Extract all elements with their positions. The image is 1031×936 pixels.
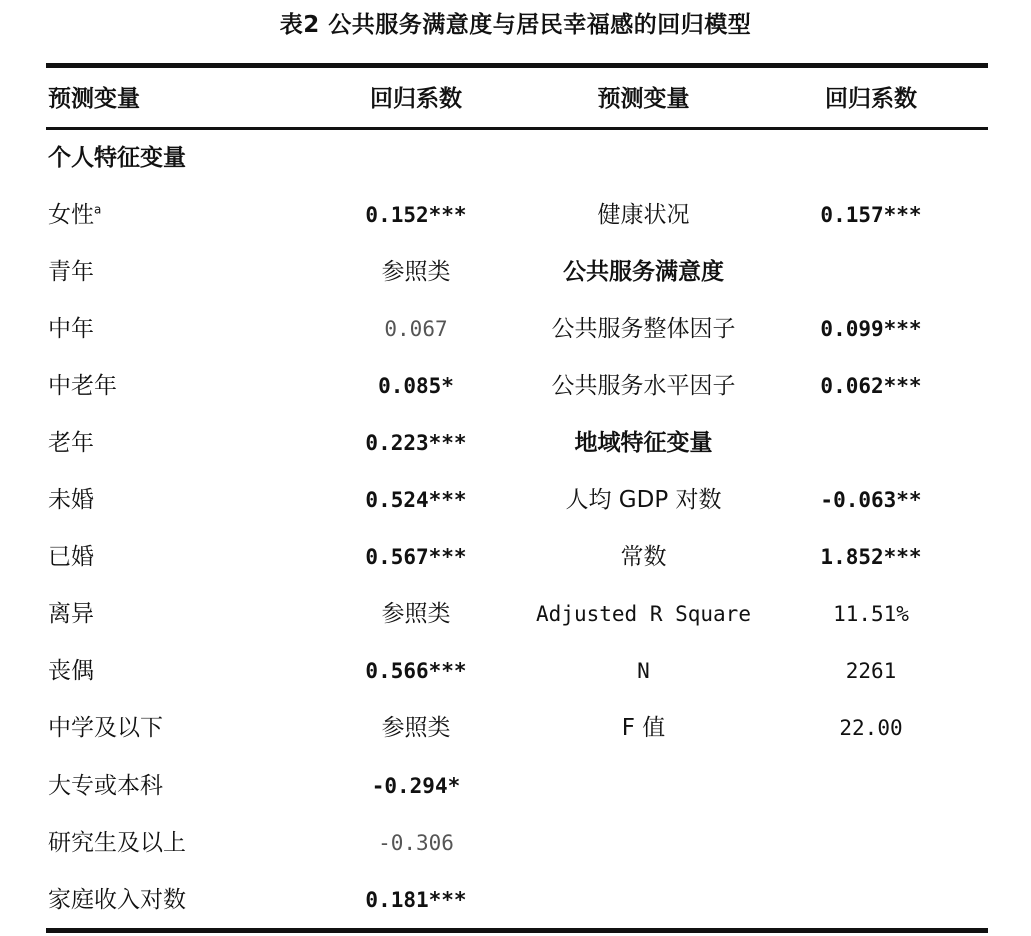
- predictor-left: 丧偶: [48, 658, 94, 684]
- predictor-left: 中年: [48, 316, 94, 342]
- coef-left: 0.566***: [365, 659, 467, 683]
- predictor-left: 青年: [48, 259, 94, 285]
- table-row: [46, 537, 988, 577]
- coef-right: -0.063**: [820, 488, 922, 512]
- table-row: [46, 708, 988, 748]
- table-row: [46, 823, 988, 863]
- predictor-right: 地域特征变量: [574, 430, 713, 456]
- table-row: [46, 309, 988, 349]
- predictor-right: 健康状况: [597, 202, 690, 228]
- predictor-right: 常数: [620, 544, 667, 570]
- predictor-left: 大专或本科: [48, 773, 163, 799]
- predictor-left: 女性$^a$: [48, 202, 102, 228]
- table-row: [46, 195, 988, 235]
- coef-right: 0.099***: [820, 317, 922, 341]
- table-row: [46, 880, 988, 920]
- predictor-left: 老年: [48, 430, 94, 456]
- table-row: [46, 766, 988, 806]
- table-row: [46, 138, 988, 178]
- header-coef-left: 回归系数: [370, 86, 462, 112]
- table-row: [46, 480, 988, 520]
- predictor-right: 公共服务水平因子: [551, 373, 736, 399]
- table-row: [46, 423, 988, 463]
- predictor-left: 已婚: [48, 544, 94, 570]
- top-rule: [46, 63, 988, 68]
- coef-left: 参照类: [381, 601, 451, 627]
- coef-right: 11.51%: [833, 602, 909, 626]
- coef-right: 0.157***: [820, 203, 922, 227]
- header-predictor-left: 预测变量: [48, 86, 140, 112]
- predictor-left: 研究生及以上: [48, 830, 186, 856]
- table-row: [46, 651, 988, 691]
- predictor-left: 中老年: [48, 373, 117, 399]
- coef-right: 2261: [845, 659, 897, 683]
- predictor-left: 家庭收入对数: [48, 887, 186, 913]
- predictor-left: 个人特征变量: [48, 145, 186, 171]
- table-row: [46, 594, 988, 634]
- table-row: [46, 252, 988, 292]
- coef-left: 0.067: [384, 317, 448, 341]
- coef-right: 1.852***: [820, 545, 922, 569]
- coef-left: 0.085*: [378, 374, 454, 398]
- predictor-right: F 值: [621, 715, 666, 741]
- coef-left: 0.567***: [365, 545, 467, 569]
- predictor-right: 公共服务整体因子: [551, 316, 736, 342]
- bottom-rule: [46, 928, 988, 933]
- predictor-right: Adjusted R Square: [536, 602, 751, 626]
- coef-left: 参照类: [381, 259, 451, 285]
- coef-right: 22.00: [839, 716, 903, 740]
- coef-left: -0.306: [378, 831, 454, 855]
- predictor-left: 离异: [48, 601, 94, 627]
- header-coef-right: 回归系数: [825, 86, 917, 112]
- coef-left: 0.524***: [365, 488, 467, 512]
- coef-left: 0.152***: [365, 203, 467, 227]
- coef-left: -0.294*: [371, 774, 461, 798]
- table-title: 表2 公共服务满意度与居民幸福感的回归模型: [279, 12, 752, 38]
- coef-left: 0.181***: [365, 888, 467, 912]
- predictor-left: 中学及以下: [48, 715, 163, 741]
- footnote-marker: a: [94, 202, 102, 217]
- coef-left: 0.223***: [365, 431, 467, 455]
- predictor-right: 人均 GDP 对数: [565, 487, 722, 513]
- coef-left: 参照类: [381, 715, 451, 741]
- header-predictor-right: 预测变量: [597, 86, 690, 112]
- table-row: [46, 366, 988, 406]
- header-rule: [46, 127, 988, 130]
- predictor-right: N: [637, 659, 650, 683]
- coef-right: 0.062***: [820, 374, 922, 398]
- predictor-left: 未婚: [48, 487, 94, 513]
- predictor-right: 公共服务满意度: [563, 259, 724, 285]
